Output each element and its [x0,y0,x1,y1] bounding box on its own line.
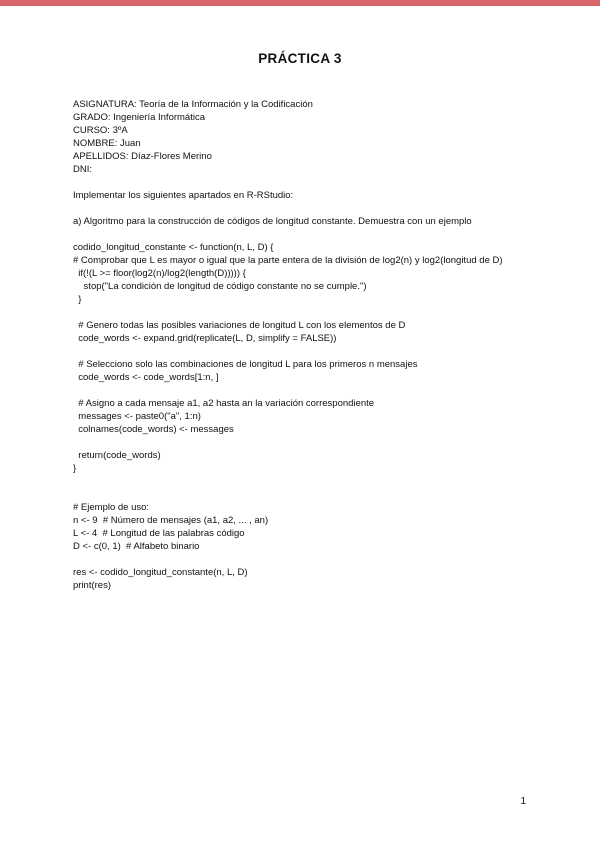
code-comment: # Genero todas las posibles variaciones de longitud L con los elementos de D [73,320,406,331]
top-accent-bar [0,0,600,6]
code-line: messages <- paste0("a", 1:n) [73,411,201,422]
field-curso: CURSO: 3ºA [73,125,128,136]
document-body [73,98,528,592]
code-line: colnames(code_words) <- messages [73,424,234,435]
page-title: PRÁCTICA 3 [258,51,342,66]
code-comment: # Comprobar que L es mayor o igual que la parte entera de la división de log2(n) y log2(longitud de D) [73,255,503,266]
field-apellidos: APELLIDOS: Díaz-Flores Merino [73,151,212,162]
code-block [73,241,528,475]
field-asignatura: ASIGNATURA: Teoría de la Información y la Codificación [73,99,313,110]
field-nombre: NOMBRE: Juan [73,138,141,149]
intro-text: Implementar los siguientes apartados en R-RStudio: [73,190,294,201]
page-number: 1 [520,796,526,807]
code-comment: # Asigno a cada mensaje a1, a2 hasta an la variación correspondiente [73,398,375,409]
example-heading: # Ejemplo de uso: [73,502,150,513]
code-line: code_words <- expand.grid(replicate(L, D, simplify = FALSE)) [73,333,337,344]
field-grado: GRADO: Ingeniería Informática [73,112,205,123]
code-line: } [73,463,77,474]
code-line: D <- c(0, 1) # Alfabeto binario [73,541,200,552]
code-line: code_words <- code_words[1:n, ] [73,372,219,383]
code-comment: # Selecciono solo las combinaciones de longitud L para los primeros n mensajes [73,359,418,370]
code-line: L <- 4 # Longitud de las palabras código [73,528,245,539]
header-fields [73,98,528,176]
code-line: stop("La condición de longitud de código constante no se cumple.") [73,281,367,292]
code-line: print(res) [73,580,112,591]
section-a-heading: a) Algoritmo para la construcción de códigos de longitud constante. Demuestra con un ejemplo [73,216,472,227]
example-block [73,501,528,592]
code-line: codido_longitud_constante <- function(n, L, D) { [73,242,274,253]
field-dni: DNI: [73,164,92,175]
code-line: } [73,294,82,305]
code-line: if(!(L >= floor(log2(n)/log2(length(D))))) { [73,268,246,279]
code-line: return(code_words) [73,450,161,461]
code-line: n <- 9 # Número de mensajes (a1, a2, ... , an) [73,515,269,526]
code-line: res <- codido_longitud_constante(n, L, D) [73,567,248,578]
